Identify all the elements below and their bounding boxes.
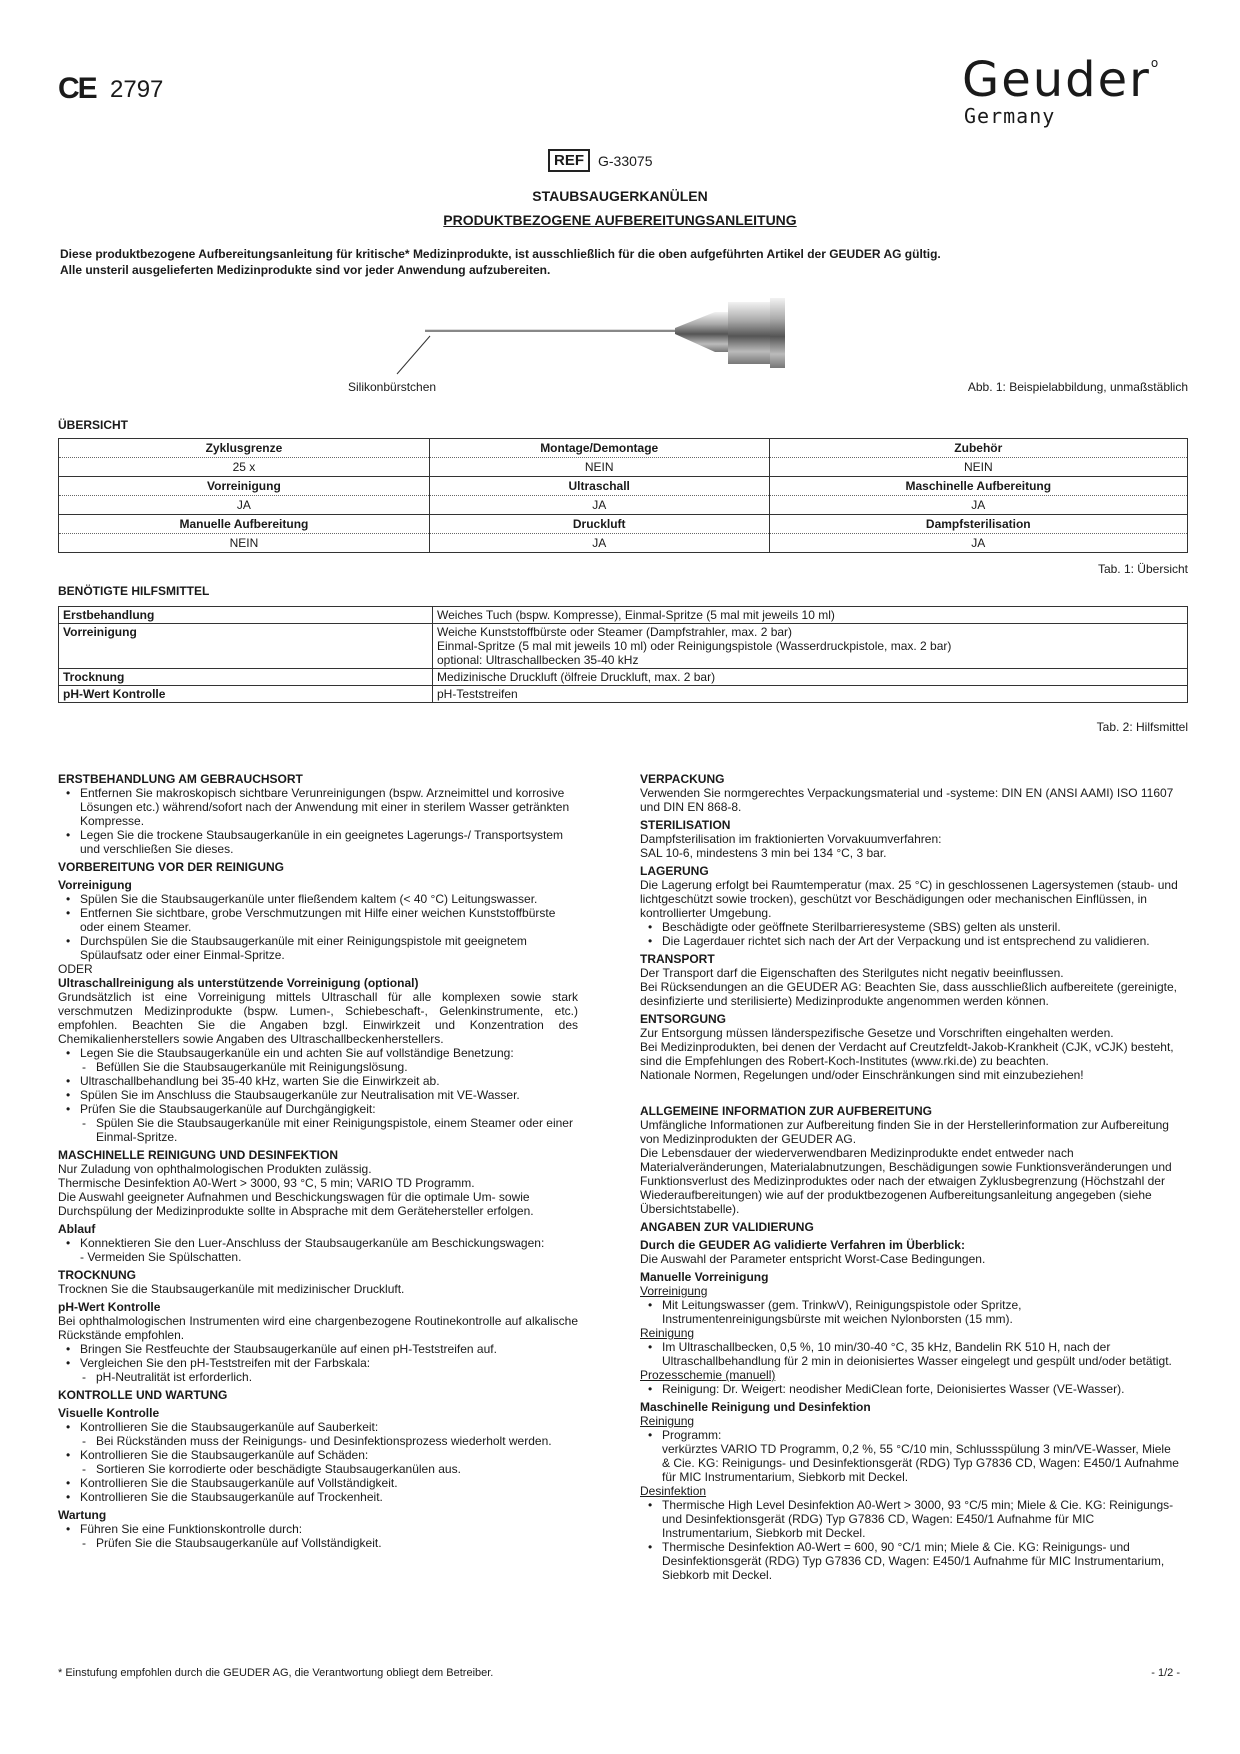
- ce-number: 2797: [110, 76, 164, 103]
- table-row: [59, 607, 1188, 624]
- brush-label: Silikonbürstchen: [348, 380, 437, 394]
- aids-value: Weiche Kunststoffbürste oder Steamer (Dampfstrahler, max. 2 bar) Einmal-Spritze (5 mal mit jeweils 10 ml) oder Reinigungspistole (Wasserdruckpistole, max. 2 bar) optional: Ultraschallbecken 35-40 kHz: [433, 624, 1188, 669]
- sub-item: - pH-Neutralität ist erforderlich.: [58, 1370, 578, 1384]
- list-item: • Kontrollieren Sie die Staubsaugerkanüle auf Sauberkeit:: [80, 1420, 578, 1434]
- aids-value: Medizinische Druckluft (ölfreie Druckluft, max. 2 bar): [433, 669, 1188, 686]
- overview-value: NEIN: [429, 458, 769, 477]
- underlined-label: Vorreinigung: [640, 1284, 708, 1298]
- list-item: • Thermische Desinfektion A0-Wert = 600, 90 °C/1 min; Miele & Cie. KG: Reinigungs- und Desinfektionsgerät (RDG) Typ G7836 CD, Wagen: E450/1 Aufnahme für MIC Instrumentarium, Siebkorb mit Deckel.: [662, 1540, 1180, 1582]
- section-heading: KONTROLLE UND WARTUNG: [58, 1388, 228, 1402]
- page-subtitle: PRODUKTBEZOGENE AUFBEREITUNGSANLEITUNG: [443, 212, 797, 228]
- aids-value: pH-Teststreifen: [433, 686, 1188, 703]
- paragraph: Die Auswahl der Parameter entspricht Worst-Case Bedingungen.: [640, 1252, 986, 1266]
- list-item: • Reinigung: Dr. Weigert: neodisher MediClean forte, Deionisiertes Wasser (VE-Wasser).: [662, 1382, 1180, 1396]
- list-item: • Programm:: [662, 1428, 1180, 1442]
- overview-value: JA: [59, 496, 430, 515]
- subheading: Ultraschallreinigung als unterstützende Vorreinigung (optional): [58, 976, 419, 990]
- list-item: • Prüfen Sie die Staubsaugerkanüle auf Durchgängigkeit:: [80, 1102, 578, 1116]
- list-item: • Kontrollieren Sie die Staubsaugerkanüle auf Schäden:: [80, 1448, 578, 1462]
- sub-item: - Vermeiden Sie Spülschatten.: [80, 1250, 242, 1264]
- list-item: • Bringen Sie Restfeuchte der Staubsaugerkanüle auf einen pH-Teststreifen auf.: [80, 1342, 578, 1356]
- paragraph: SAL 10-6, mindestens 3 min bei 134 °C, 3 bar.: [640, 846, 887, 860]
- section-heading: ENTSORGUNG: [640, 1012, 727, 1026]
- aids-table: [58, 606, 1188, 703]
- aids-key: pH-Wert Kontrolle: [59, 686, 433, 703]
- list-item: • Ultraschallbehandlung bei 35-40 kHz, warten Sie die Einwirkzeit ab.: [80, 1074, 578, 1088]
- ce-mark: CE: [58, 72, 96, 105]
- subheading: Ablauf: [58, 1222, 96, 1236]
- paragraph: Die Lebensdauer der wiederverwendbaren Medizinprodukte endet entweder nach Materialveränderungen, Materialabnutzungen, Beschädigungen sowie Funktionsveränderungen und Funktionsverlust des Medizinproduktes oder nach der etwaigen Zyklusbegrenzung (Höchstzahl der Wiederaufbereitungen) wie auf der produktbezogenen Aufbereitungsanleitung angegeben (siehe Übersichtstabelle).: [640, 1146, 1172, 1216]
- list-item: • Entfernen Sie makroskopisch sichtbare Verunreinigungen (bspw. Arzneimittel und korrosive Lösungen etc.) während/sofort nach der Anwendung mit einer in sterilem Wasser getränkten Kompresse.: [80, 786, 578, 828]
- overview-value: 25 x: [59, 458, 430, 477]
- list-item: • Durchspülen Sie die Staubsaugerkanüle mit einer Reinigungspistole mit geeignetem Spülaufsatz oder einer Einmal-Spritze.: [80, 934, 578, 962]
- paragraph: Die Lagerung erfolgt bei Raumtemperatur (max. 25 °C) in geschlossenen Lagersystemen (staub- und lichtgeschützt sowie trocken), geschützt vor Beschädigungen oder mechanischen Einflüssen, in kontrollierter Umgebung.: [640, 878, 1178, 920]
- right-column: [640, 770, 1180, 1582]
- list-item: • Legen Sie die Staubsaugerkanüle ein und achten Sie auf vollständige Benetzung:: [80, 1046, 578, 1060]
- table2-caption: Tab. 2: Hilfsmittel: [1096, 720, 1188, 734]
- paragraph: Grundsätzlich ist eine Vorreinigung mittels Ultraschall für alle komplexen sowie stark verschmutzen Medizinprodukte (bspw. Lumen-, Schiebeschaft-, Gelenkinstrumente, etc.) empfohlen. Beachten Sie die Angaben bzgl. Einwirkzeit und Konzentration des Chemikalienherstellers sowie Angaben des Ultraschallbeckenherstellers.: [58, 990, 578, 1046]
- section-heading: TRANSPORT: [640, 952, 715, 966]
- aids-key: Vorreinigung: [59, 624, 433, 669]
- aids-heading: BENÖTIGTE HILFSMITTEL: [58, 584, 210, 598]
- left-column: [58, 770, 578, 1550]
- overview-header: Maschinelle Aufbereitung: [769, 477, 1187, 496]
- list-item: • Die Lagerdauer richtet sich nach der Art der Verpackung und ist entsprechend zu validieren.: [662, 934, 1180, 948]
- list-item: • Spülen Sie im Anschluss die Staubsaugerkanüle zur Neutralisation mit VE-Wasser.: [80, 1088, 578, 1102]
- paragraph: Der Transport darf die Eigenschaften des Sterilgutes nicht negativ beeinflussen.: [640, 966, 1064, 980]
- aids-key: Trocknung: [59, 669, 433, 686]
- overview-header: Zyklusgrenze: [59, 439, 430, 458]
- section-heading: ANGABEN ZUR VALIDIERUNG: [640, 1220, 814, 1234]
- overview-table: [58, 438, 1188, 553]
- list-item: • Mit Leitungswasser (gem. TrinkwV), Reinigungspistole oder Spritze, Instrumentenreinigungsbürste mit weichen Nylonborsten (15 mm).: [662, 1298, 1180, 1326]
- overview-value: JA: [769, 534, 1187, 553]
- silicone-brush-pointer: [397, 336, 430, 374]
- underlined-label: Prozesschemie (manuell): [640, 1368, 776, 1382]
- sub-item: verkürztes VARIO TD Programm, 0,2 %, 55 °C/10 min, Schlussspülung 3 min/VE-Wasser, Miele & Cie. KG: Reinigungs- und Desinfektionsgerät (RDG) Typ G7836 CD, Wagen: E450/1 Aufnahme für MIC Instrumentarium, Siebkorb mit Deckel.: [662, 1442, 1179, 1484]
- table1-caption: Tab. 1: Übersicht: [1097, 562, 1188, 576]
- ref-label: REF: [548, 149, 590, 172]
- sub-item: - Spülen Sie die Staubsaugerkanüle mit einer Reinigungspistole, einem Steamer oder einer Einmal-Spritze.: [58, 1116, 578, 1144]
- paragraph: Thermische Desinfektion A0-Wert > 3000, 93 °C, 5 min; VARIO TD Programm.: [58, 1176, 475, 1190]
- list-item: • Kontrollieren Sie die Staubsaugerkanüle auf Vollständigkeit.: [80, 1476, 578, 1490]
- paragraph: Nur Zuladung von ophthalmologischen Produkten zulässig.: [58, 1162, 372, 1176]
- sub-item: - Befüllen Sie die Staubsaugerkanüle mit Reinigungslösung.: [58, 1060, 578, 1074]
- subheading: Wartung: [58, 1508, 107, 1522]
- paragraph: Dampfsterilisation im fraktionierten Vorvakuumverfahren:: [640, 832, 942, 846]
- table-row: [59, 624, 1188, 669]
- subheading: Maschinelle Reinigung und Desinfektion: [640, 1400, 871, 1414]
- sub-item: - Prüfen Sie die Staubsaugerkanüle auf Vollständigkeit.: [58, 1536, 578, 1550]
- section-heading: LAGERUNG: [640, 864, 709, 878]
- cannula-illustration: [370, 292, 850, 382]
- subheading: Vorreinigung: [58, 878, 132, 892]
- page-number: - 1/2 -: [1151, 1667, 1180, 1679]
- overview-value: JA: [429, 496, 769, 515]
- section-heading: TROCKNUNG: [58, 1268, 136, 1282]
- intro-text: Diese produktbezogene Aufbereitungsanleitung für kritische* Medizinprodukte, ist ausschließlich für die oben aufgeführten Artikel der GEUDER AG gültig. Alle unsteril ausgelieferten Medizinprodukte sind vor jeder Anwendung aufzubereiten.: [60, 247, 941, 277]
- overview-value: NEIN: [59, 534, 430, 553]
- section-heading: ALLGEMEINE INFORMATION ZUR AUFBEREITUNG: [640, 1104, 932, 1118]
- overview-header: Zubehör: [769, 439, 1187, 458]
- section-heading: ERSTBEHANDLUNG AM GEBRAUCHSORT: [58, 772, 303, 786]
- list-item: • Entfernen Sie sichtbare, grobe Verschmutzungen mit Hilfe einer weichen Kunststoffbürste oder einem Steamer.: [80, 906, 578, 934]
- subheading: Visuelle Kontrolle: [58, 1406, 160, 1420]
- overview-heading: ÜBERSICHT: [58, 418, 129, 432]
- subheading: pH-Wert Kontrolle: [58, 1300, 161, 1314]
- overview-header: Ultraschall: [429, 477, 769, 496]
- overview-header: Dampfsterilisation: [769, 515, 1187, 534]
- paragraph: Bei Rücksendungen an die GEUDER AG: Beachten Sie, dass ausschließlich aufbereitete (gereinigte, desinfizierte und sterilisierte) Medizinprodukte angenommen werden können.: [640, 980, 1177, 1008]
- subheading: Manuelle Vorreinigung: [640, 1270, 769, 1284]
- underlined-label: Reinigung: [640, 1326, 695, 1340]
- ref-value: G-33075: [598, 152, 653, 169]
- cannula-cone: [675, 312, 730, 352]
- sub-item: - Bei Rückständen muss der Reinigungs- und Desinfektionsprozess wiederholt werden.: [58, 1434, 578, 1448]
- section-heading: VORBEREITUNG VOR DER REINIGUNG: [58, 860, 285, 874]
- cannula-luer-end: [770, 298, 785, 368]
- overview-header: Manuelle Aufbereitung: [59, 515, 430, 534]
- paragraph: Bei Medizinprodukten, bei denen der Verdacht auf Creutzfeldt-Jakob-Krankheit (CJK, vCJK) besteht, sind die Empfehlungen des Robert-Koch-Institutes (www.rki.de) zu beachten.: [640, 1040, 1174, 1068]
- list-item: • Führen Sie eine Funktionskontrolle durch:: [80, 1522, 578, 1536]
- logo-subtitle: Germany: [964, 104, 1056, 128]
- subheading: Durch die GEUDER AG validierte Verfahren im Überblick:: [640, 1238, 965, 1252]
- list-item: • Spülen Sie die Staubsaugerkanüle unter fließendem kaltem (< 40 °C) Leitungswasser.: [80, 892, 578, 906]
- page-title: STAUBSAUGERKANÜLEN: [532, 188, 708, 204]
- sub-item: - Sortieren Sie korrodierte oder beschädigte Staubsaugerkanülen aus.: [58, 1462, 578, 1476]
- section-heading: STERILISATION: [640, 818, 731, 832]
- overview-value: JA: [769, 496, 1187, 515]
- geuder-logo: Geuder$^o$: [962, 52, 1161, 108]
- footnote: * Einstufung empfohlen durch die GEUDER AG, die Verantwortung obliegt dem Betreiber.: [58, 1667, 494, 1679]
- list-item: • Thermische High Level Desinfektion A0-Wert > 3000, 93 °C/5 min; Miele & Cie. KG: Reinigungs- und Desinfektionsgerät (RDG) Typ G7836 CD, Wagen: E450/1 Aufnahme für MIC Instrumentarium, Siebkorb mit Deckel.: [662, 1498, 1180, 1540]
- underlined-label: Desinfektion: [640, 1484, 707, 1498]
- list-item: • Kontrollieren Sie die Staubsaugerkanüle auf Trockenheit.: [80, 1490, 578, 1504]
- or-text: ODER: [58, 962, 93, 976]
- overview-header: Montage/Demontage: [429, 439, 769, 458]
- table-row: [59, 686, 1188, 703]
- overview-header: Vorreinigung: [59, 477, 430, 496]
- table-row: [59, 669, 1188, 686]
- paragraph: Verwenden Sie normgerechtes Verpackungsmaterial und -systeme: DIN EN (ANSI AAMI) ISO 11607 und DIN EN 868-8.: [640, 786, 1174, 814]
- figure-caption: Abb. 1: Beispielabbildung, unmaßstäblich: [967, 380, 1188, 394]
- paragraph: Bei ophthalmologischen Instrumenten wird eine chargenbezogene Routinekontrolle auf alkalische Rückstände empfohlen.: [58, 1314, 578, 1342]
- cannula-hub: [728, 302, 773, 364]
- aids-key: Erstbehandlung: [59, 607, 433, 624]
- underlined-label: Reinigung: [640, 1414, 695, 1428]
- section-heading: MASCHINELLE REINIGUNG UND DESINFEKTION: [58, 1148, 339, 1162]
- paragraph: Nationale Normen, Regelungen und/oder Einschränkungen sind mit einzubeziehen!: [640, 1068, 1084, 1082]
- overview-value: JA: [429, 534, 769, 553]
- ref-number: [548, 149, 652, 172]
- list-item: • Konnektieren Sie den Luer-Anschluss der Staubsaugerkanüle am Beschickungswagen:: [80, 1236, 578, 1250]
- list-item: • Beschädigte oder geöffnete Sterilbarrieresysteme (SBS) gelten als unsteril.: [662, 920, 1180, 934]
- overview-header: Druckluft: [429, 515, 769, 534]
- paragraph: Umfängliche Informationen zur Aufbereitung finden Sie in der Herstellerinformation zur Aufbereitung von Medizinprodukten der GEUDER AG.: [640, 1118, 1169, 1146]
- paragraph: Die Auswahl geeigneter Aufnahmen und Beschickungswagen für die optimale Um- sowie Durchspülung der Medizinprodukte sollte in Absprache mit dem Gerätehersteller erfolgen.: [58, 1190, 534, 1218]
- list-item: • Im Ultraschallbecken, 0,5 %, 10 min/30-40 °C, 35 kHz, Bandelin RK 510 H, nach der Ultraschallbehandlung für 2 min in deionisiertes Wasser eingelegt und gespült und/oder betätigt.: [662, 1340, 1180, 1368]
- overview-value: NEIN: [769, 458, 1187, 477]
- section-heading: VERPACKUNG: [640, 772, 725, 786]
- aids-value: Weiches Tuch (bspw. Kompresse), Einmal-Spritze (5 mal mit jeweils 10 ml): [433, 607, 1188, 624]
- paragraph: Zur Entsorgung müssen länderspezifische Gesetze und Vorschriften eingehalten werden.: [640, 1026, 1114, 1040]
- paragraph: Trocknen Sie die Staubsaugerkanüle mit medizinischer Druckluft.: [58, 1282, 405, 1296]
- list-item: • Legen Sie die trockene Staubsaugerkanüle in ein geeignetes Lagerungs-/ Transportsystem und verschließen Sie dieses.: [80, 828, 578, 856]
- list-item: • Vergleichen Sie den pH-Teststreifen mit der Farbskala:: [80, 1356, 578, 1370]
